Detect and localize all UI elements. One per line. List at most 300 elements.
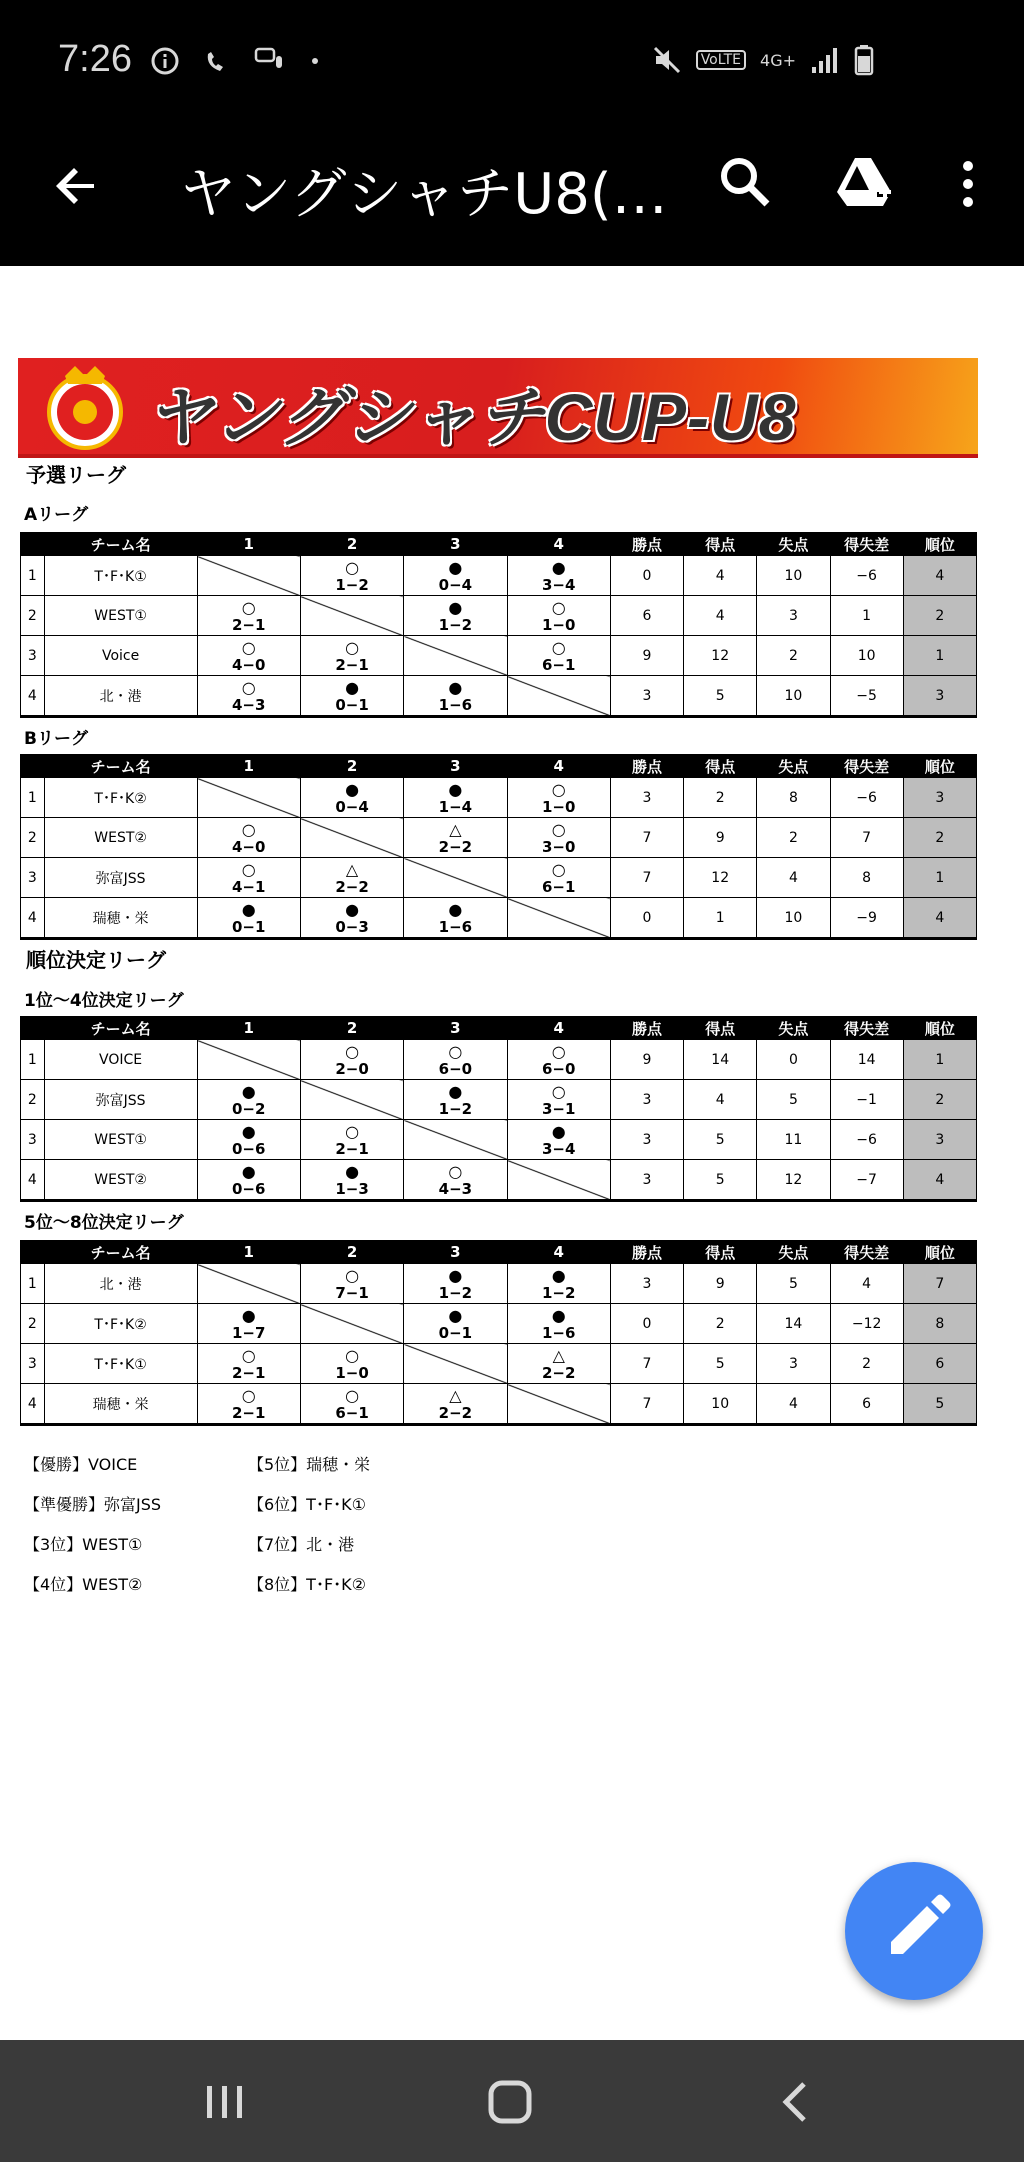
match-result [197,1160,300,1201]
match-result [300,1160,403,1201]
match-score: 1−7 [231,1323,266,1342]
result-symbol: △ [552,1345,565,1365]
row-number: 1 [21,1040,45,1080]
edit-button[interactable] [845,1862,983,2000]
result-symbol: ● [551,1265,566,1285]
match-result [197,676,300,717]
document-title: ヤングシャチU8(… [180,162,668,227]
goals-against: 3 [757,596,830,636]
goals-for: 12 [684,858,757,898]
match-result [300,858,403,898]
match-score: 2−2 [542,1363,576,1382]
match-result [507,1304,610,1344]
result-symbol: ● [345,677,360,697]
goals-against: 4 [757,1384,830,1425]
table-row [21,1264,977,1304]
result-symbol: ○ [551,637,566,657]
match-score: 4−1 [231,877,266,896]
match-score: 1−2 [542,1283,576,1302]
match-result [404,676,507,717]
points: 3 [610,1080,683,1120]
points: 9 [610,1040,683,1080]
team-name: WEST② [44,1160,197,1201]
header-cell: 4 [507,1017,610,1040]
rank: 1 [903,636,976,676]
team-name: 弥富JSS [44,858,197,898]
team-name: 北・港 [44,1264,197,1304]
league-a-title: Aリーグ [24,505,89,525]
points: 3 [610,1264,683,1304]
header-cell: 得点 [684,755,757,778]
goals-for: 4 [684,596,757,636]
self-match-cell [404,1120,507,1160]
result-symbol: ● [551,557,566,577]
goals-for: 12 [684,636,757,676]
self-match-cell [507,1160,610,1201]
match-score: 1−2 [438,1283,473,1302]
goals-for: 1 [684,898,757,939]
result-symbol: ● [448,1305,463,1325]
search-icon[interactable] [715,152,775,212]
match-score: 6−1 [335,1403,369,1422]
result-symbol: ○ [551,1041,566,1061]
table-header-row [21,1241,977,1264]
header-cell: 3 [404,1241,507,1264]
voice-message-icon [254,46,288,76]
self-match-cell [197,1040,300,1080]
row-number: 3 [21,1120,45,1160]
match-result [404,596,507,636]
match-result [404,898,507,939]
match-score: 1−4 [438,797,473,816]
banner-title: ヤングシャチCUP-U8 [146,380,797,454]
result-symbol: ● [241,1121,256,1141]
points: 3 [610,1120,683,1160]
goals-for: 2 [684,1304,757,1344]
header-cell: チーム名 [44,1241,197,1264]
goals-for: 5 [684,1120,757,1160]
team-name: T･F･K② [44,1304,197,1344]
match-result [197,596,300,636]
points: 3 [610,1160,683,1201]
match-result [300,556,403,596]
header-cell [21,533,45,556]
result-symbol: ● [345,1161,360,1181]
match-score: 2−2 [438,1403,473,1422]
league-a-table [20,532,977,718]
result-symbol: ○ [241,597,256,617]
points: 0 [610,556,683,596]
header-cell: 順位 [903,755,976,778]
goal-difference: −9 [830,898,903,939]
points: 7 [610,858,683,898]
match-score: 6−0 [542,1059,576,1078]
match-score: 2−1 [335,655,369,674]
match-result [300,898,403,939]
goals-against: 5 [757,1264,830,1304]
result-symbol: △ [449,819,462,839]
goals-against: 4 [757,858,830,898]
table-row [21,1040,977,1080]
match-score: 4−0 [231,655,266,674]
self-match-cell [300,1304,403,1344]
match-score: 6−0 [438,1059,473,1078]
row-number: 2 [21,1080,45,1120]
match-result [197,1384,300,1425]
header-cell: 失点 [757,1017,830,1040]
team-name: 瑞穂・栄 [44,1384,197,1425]
rank: 2 [903,1080,976,1120]
rank: 5 [903,1384,976,1425]
header-cell: 勝点 [610,1017,683,1040]
row-number: 4 [21,1160,45,1201]
goal-difference: 1 [830,596,903,636]
result-symbol: ○ [551,779,566,799]
rank: 1 [903,1040,976,1080]
goals-against: 3 [757,1344,830,1384]
points: 7 [610,1344,683,1384]
team-name: T･F･K② [44,778,197,818]
match-score: 7−1 [335,1283,369,1302]
edit-pencil-icon [845,1862,983,2000]
home-icon[interactable] [480,2080,540,2124]
goal-difference: 8 [830,858,903,898]
match-result [507,858,610,898]
points: 0 [610,1304,683,1344]
result-symbol: ○ [345,557,360,577]
header-cell: 3 [404,1017,507,1040]
goal-difference: −7 [830,1160,903,1201]
final-standing: 【7位】北・港 [248,1535,355,1554]
final-standing: 【5位】瑞穂・栄 [248,1455,371,1474]
table-row [21,1304,977,1344]
header-cell: 勝点 [610,1241,683,1264]
result-symbol: ● [241,1081,256,1101]
points: 7 [610,1384,683,1425]
header-cell: 4 [507,755,610,778]
self-match-cell [404,858,507,898]
match-score: 2−2 [438,837,473,856]
goals-against: 2 [757,818,830,858]
tournament-banner [18,358,978,458]
match-result [404,1160,507,1201]
rank: 3 [903,778,976,818]
match-result [197,858,300,898]
header-cell: 1 [197,533,300,556]
table-row [21,1160,977,1201]
result-symbol: ● [241,1161,256,1181]
arrow-back-icon[interactable] [48,158,104,214]
match-result [300,676,403,717]
match-result [404,1040,507,1080]
header-cell: 失点 [757,755,830,778]
goals-for: 4 [684,556,757,596]
goal-difference: −6 [830,778,903,818]
match-score: 0−6 [231,1139,266,1158]
final-standing: 【6位】T･F･K① [248,1495,366,1514]
rank: 8 [903,1304,976,1344]
drive-add-icon[interactable] [833,152,897,216]
table-row [21,636,977,676]
result-symbol: ○ [448,1161,463,1181]
result-symbol: ● [448,899,463,919]
goals-against: 14 [757,1304,830,1344]
team-name: WEST② [44,818,197,858]
table-row [21,898,977,939]
table-row [21,1344,977,1384]
team-name: T･F･K① [44,556,197,596]
header-cell: 順位 [903,1017,976,1040]
result-symbol: ● [551,1305,566,1325]
goals-against: 10 [757,898,830,939]
goals-against: 2 [757,636,830,676]
match-score: 0−4 [335,797,369,816]
goal-difference: 2 [830,1344,903,1384]
header-cell [21,1241,45,1264]
result-symbol: ● [241,899,256,919]
call-wifi-icon [202,46,232,76]
team-name: 瑞穂・栄 [44,898,197,939]
final-standing: 【準優勝】弥富JSS [24,1495,162,1514]
goals-for: 10 [684,1384,757,1425]
table-row [21,556,977,596]
network-type: 4G+ [760,50,796,70]
goals-against: 12 [757,1160,830,1201]
match-score: 1−6 [438,917,473,936]
result-symbol: ● [448,597,463,617]
row-number: 1 [21,1264,45,1304]
team-name: VOICE [44,1040,197,1080]
result-symbol: ● [345,779,360,799]
match-result [507,1040,610,1080]
header-cell: 順位 [903,533,976,556]
league-5to8-table [20,1240,977,1426]
result-symbol: ● [448,557,463,577]
match-result [197,636,300,676]
match-result [197,818,300,858]
match-score: 1−0 [335,1363,369,1382]
match-result [197,1304,300,1344]
row-number: 3 [21,1344,45,1384]
match-result [404,818,507,858]
result-symbol: ○ [345,1265,360,1285]
info-icon [150,46,180,76]
header-cell: 勝点 [610,533,683,556]
table-row [21,596,977,636]
match-score: 1−2 [438,1099,473,1118]
signal-icon [810,45,840,75]
table-row [21,778,977,818]
result-symbol: ○ [241,677,256,697]
goal-difference: −6 [830,1120,903,1160]
match-score: 6−1 [542,877,576,896]
match-result [507,1120,610,1160]
goals-for: 9 [684,1264,757,1304]
final-standing: 【3位】WEST① [24,1535,143,1554]
header-cell: チーム名 [44,755,197,778]
points: 7 [610,818,683,858]
goal-difference: 7 [830,818,903,858]
header-cell: 得点 [684,1017,757,1040]
match-score: 0−1 [231,917,266,936]
table-row [21,1080,977,1120]
row-number: 1 [21,778,45,818]
header-cell: 2 [300,1017,403,1040]
goals-for: 5 [684,676,757,717]
match-result [404,1080,507,1120]
system-nav-bar [0,2040,1024,2162]
match-score: 0−1 [335,695,369,714]
row-number: 3 [21,636,45,676]
header-cell: 1 [197,1241,300,1264]
section-title-prelim: 予選リーグ [26,463,126,487]
result-symbol: ○ [551,1081,566,1101]
table-header-row [21,1017,977,1040]
match-result [404,556,507,596]
result-symbol: ○ [345,1345,360,1365]
match-score: 1−6 [438,695,473,714]
match-result [507,556,610,596]
goals-for: 5 [684,1160,757,1201]
match-score: 2−1 [335,1139,369,1158]
match-score: 4−0 [231,837,266,856]
status-bar [0,0,1024,130]
match-score: 3−4 [542,1139,576,1158]
match-result [507,818,610,858]
row-number: 3 [21,858,45,898]
header-cell: 2 [300,1241,403,1264]
header-cell: 4 [507,1241,610,1264]
goal-difference: 6 [830,1384,903,1425]
result-symbol: ● [448,1081,463,1101]
result-symbol: ○ [241,1385,256,1405]
rank: 4 [903,556,976,596]
result-symbol: ● [241,1305,256,1325]
league-5to8-title: 5位～8位決定リーグ [24,1213,184,1233]
recent-apps-icon[interactable] [195,2080,255,2124]
match-result [300,636,403,676]
header-cell: 1 [197,1017,300,1040]
goals-for: 9 [684,818,757,858]
more-vert-icon[interactable] [950,152,986,216]
result-symbol: △ [345,859,359,879]
points: 3 [610,778,683,818]
header-cell: 失点 [757,533,830,556]
self-match-cell [300,1080,403,1120]
back-nav-icon[interactable] [766,2080,826,2124]
table-row [21,1384,977,1425]
result-symbol: ● [448,1265,463,1285]
result-symbol: ○ [241,819,256,839]
match-score: 1−2 [335,575,369,594]
team-name: 北・港 [44,676,197,717]
team-name: T･F･K① [44,1344,197,1384]
result-symbol: ● [448,677,463,697]
match-score: 6−1 [542,655,576,674]
goal-difference: −1 [830,1080,903,1120]
match-result [197,898,300,939]
goal-difference: 4 [830,1264,903,1304]
team-name: WEST① [44,1120,197,1160]
self-match-cell [507,676,610,717]
result-symbol: ○ [241,1345,256,1365]
result-symbol: ● [448,779,463,799]
match-score: 0−6 [231,1179,266,1198]
row-number: 2 [21,1304,45,1344]
self-match-cell [404,636,507,676]
team-name: WEST① [44,596,197,636]
match-result [404,1264,507,1304]
goals-against: 11 [757,1120,830,1160]
match-score: 3−4 [542,575,576,594]
header-cell: 得失差 [830,755,903,778]
match-result [300,1264,403,1304]
header-cell: 得失差 [830,1017,903,1040]
self-match-cell [507,1384,610,1425]
header-cell: 3 [404,755,507,778]
match-score: 0−1 [438,1323,473,1342]
row-number: 1 [21,556,45,596]
goal-difference: −5 [830,676,903,717]
goals-against: 5 [757,1080,830,1120]
header-cell: 2 [300,533,403,556]
match-result [300,1384,403,1425]
team-name: 弥富JSS [44,1080,197,1120]
rank: 3 [903,1120,976,1160]
match-score: 1−0 [542,797,576,816]
result-symbol: ○ [345,1385,360,1405]
goal-difference: 10 [830,636,903,676]
result-symbol: ○ [551,597,566,617]
goal-difference: 14 [830,1040,903,1080]
header-cell: 順位 [903,1241,976,1264]
match-score: 2−1 [231,615,266,634]
match-result [300,1344,403,1384]
section-title-placement: 順位決定リーグ [26,948,166,972]
mute-icon [652,45,682,75]
match-score: 1−2 [438,615,473,634]
header-cell: 得失差 [830,533,903,556]
goals-for: 4 [684,1080,757,1120]
self-match-cell [300,818,403,858]
rank: 3 [903,676,976,717]
match-result [300,778,403,818]
match-result [507,1344,610,1384]
rank: 7 [903,1264,976,1304]
document-viewer[interactable] [0,266,1024,2040]
match-score: 0−4 [438,575,473,594]
final-standing: 【優勝】VOICE [24,1455,138,1474]
match-result [507,596,610,636]
result-symbol: ○ [241,637,256,657]
result-symbol: ● [551,1121,566,1141]
goal-difference: −12 [830,1304,903,1344]
rank: 2 [903,818,976,858]
header-cell: 勝点 [610,755,683,778]
match-score: 0−3 [335,917,369,936]
goals-against: 8 [757,778,830,818]
table-header-row [21,533,977,556]
header-cell: 4 [507,533,610,556]
points: 9 [610,636,683,676]
match-result [197,1080,300,1120]
table-header-row [21,755,977,778]
rank: 1 [903,858,976,898]
goals-for: 5 [684,1344,757,1384]
header-cell: チーム名 [44,533,197,556]
match-score: 4−3 [231,695,266,714]
result-symbol: ○ [345,1121,360,1141]
